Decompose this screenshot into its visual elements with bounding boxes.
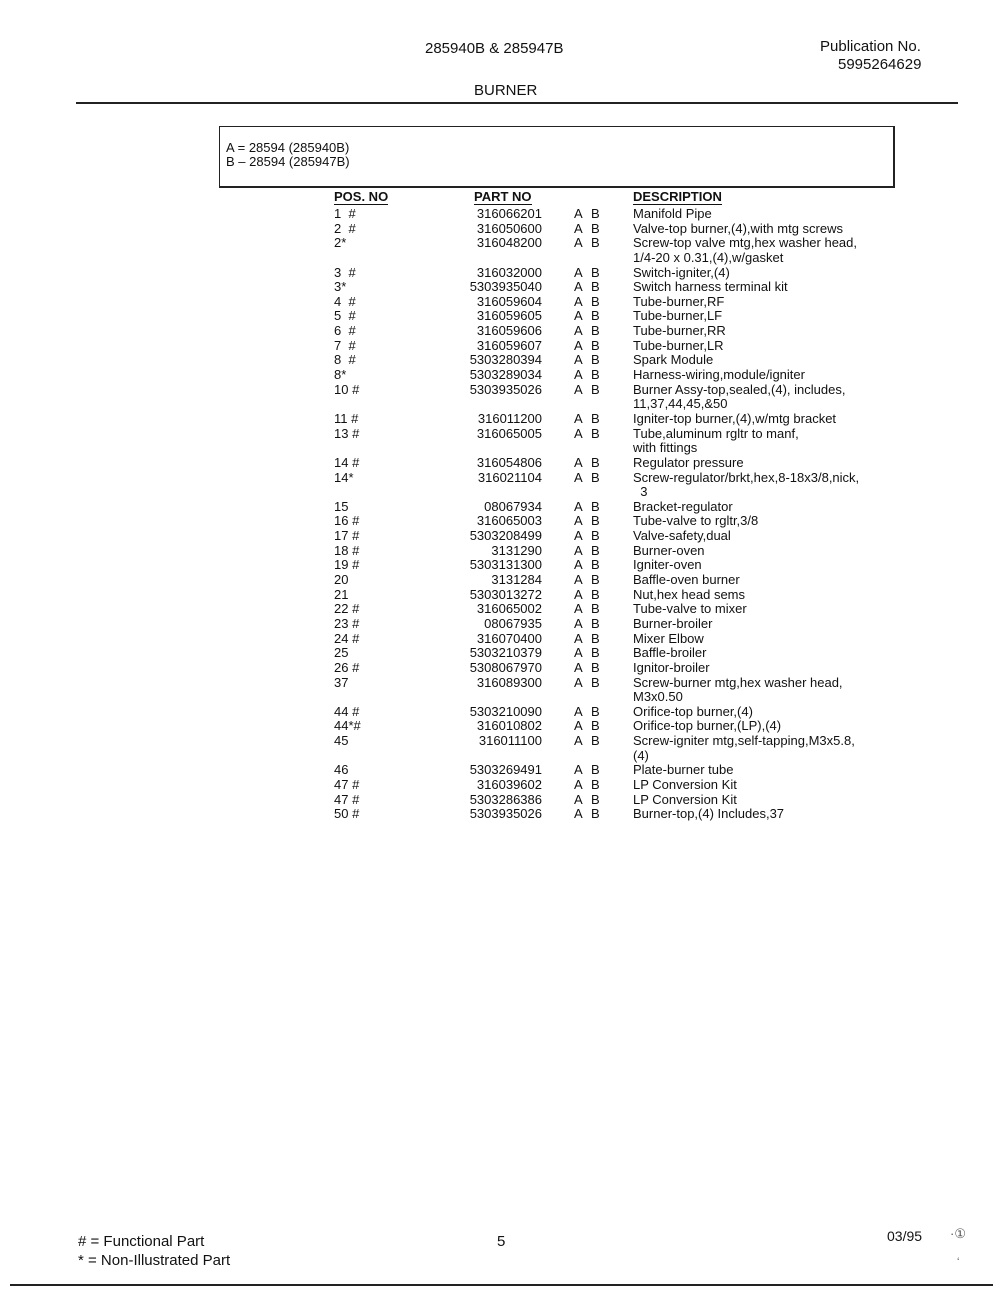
model-b-flag: B [591, 528, 600, 544]
parts-row [0, 266, 1000, 281]
parts-row [0, 471, 1000, 486]
model-a-flag: A [574, 528, 583, 544]
part-description: Bracket-regulator [633, 498, 733, 514]
part-number: 316065002 [476, 601, 542, 617]
parts-row [0, 544, 1000, 559]
model-b-flag: B [591, 776, 600, 792]
part-number: 316059604 [476, 293, 542, 309]
part-position: 26 # [334, 659, 360, 675]
part-description: Ignitor-broiler [633, 659, 710, 675]
part-description: Tube,aluminum rgltr to manf, [633, 425, 799, 441]
corner-mark: ·① [950, 1226, 966, 1241]
part-number: 316032000 [476, 264, 542, 280]
part-description: Baffle-broiler [633, 645, 707, 661]
page-number: 5 [497, 1233, 506, 1250]
part-number: 316048200 [476, 235, 542, 251]
part-position: 46 [334, 762, 349, 778]
model-b-flag: B [591, 469, 600, 485]
parts-row [0, 646, 1000, 661]
model-a-flag: A [574, 776, 583, 792]
model-a-flag: A [574, 279, 583, 295]
model-b-flag: B [591, 762, 600, 778]
part-number: 5303013272 [469, 586, 542, 602]
parts-row [0, 617, 1000, 632]
parts-row [0, 339, 1000, 354]
model-b-flag: B [591, 806, 600, 822]
model-a-flag: A [574, 703, 583, 719]
part-number: 5303208499 [469, 528, 542, 544]
model-a-flag: A [574, 367, 583, 383]
part-number: 5303210379 [469, 645, 542, 661]
model-b-flag: B [591, 235, 600, 251]
part-position: 24 # [334, 630, 360, 646]
parts-row [0, 705, 1000, 720]
part-position: 47 # [334, 776, 360, 792]
model-b-flag: B [591, 586, 600, 602]
part-description: Switch harness terminal kit [633, 279, 788, 295]
parts-row [0, 676, 1000, 691]
model-key-text: 28594 (285947B) [249, 154, 350, 169]
part-position: 18 # [334, 542, 360, 558]
model-a-flag: A [574, 513, 583, 529]
model-b-flag: B [591, 337, 600, 353]
part-description: Tube-valve to rgltr,3/8 [633, 513, 759, 529]
parts-row [0, 778, 1000, 793]
parts-row [0, 602, 1000, 617]
part-position: 7 # [334, 337, 356, 353]
part-position: 20 [334, 572, 349, 588]
model-a-flag: A [574, 352, 583, 368]
model-b-flag: B [591, 630, 600, 646]
parts-row [0, 485, 1000, 500]
model-a-flag: A [574, 293, 583, 309]
part-number: 5303286386 [469, 791, 542, 807]
column-header-part: PART NO [474, 189, 532, 204]
functional-part-legend: # = Functional Part [78, 1233, 205, 1250]
model-a-flag: A [574, 674, 583, 690]
parts-row [0, 763, 1000, 778]
model-key-a [226, 140, 349, 155]
model-a-flag: A [574, 264, 583, 280]
part-number: 5303269491 [469, 762, 542, 778]
parts-row [0, 558, 1000, 573]
model-a-flag: A [574, 630, 583, 646]
model-a-flag: A [574, 454, 583, 470]
model-key-letter: B [226, 154, 235, 169]
part-position: 8 # [334, 352, 356, 368]
model-numbers: 285940B & 285947B [425, 40, 564, 57]
part-number: 316010802 [476, 718, 542, 734]
section-title: BURNER [474, 82, 538, 99]
model-b-flag: B [591, 381, 600, 397]
model-b-flag: B [591, 454, 600, 470]
model-a-flag: A [574, 323, 583, 339]
part-description: Screw-igniter mtg,self-tapping,M3x5.8, [633, 733, 855, 749]
part-position: 45 [334, 733, 349, 749]
part-position: 13 # [334, 425, 360, 441]
part-position: 22 # [334, 601, 360, 617]
part-description: Tube-burner,RF [633, 293, 725, 309]
model-a-flag: A [574, 381, 583, 397]
part-description: Baffle-oven burner [633, 572, 740, 588]
parts-row [0, 632, 1000, 647]
parts-row [0, 236, 1000, 251]
model-a-flag: A [574, 410, 583, 426]
model-b-flag: B [591, 572, 600, 588]
part-description: Tube-valve to mixer [633, 601, 747, 617]
model-b-flag: B [591, 718, 600, 734]
part-number: 08067935 [484, 615, 542, 631]
part-number: 316070400 [476, 630, 542, 646]
part-position: 4 # [334, 293, 356, 309]
part-description: Igniter-top burner,(4),w/mtg bracket [633, 410, 837, 426]
part-number: 5303935040 [469, 279, 542, 295]
part-description: Orifice-top burner,(4) [633, 703, 753, 719]
model-b-flag: B [591, 410, 600, 426]
parts-row [0, 807, 1000, 822]
parts-row [0, 514, 1000, 529]
parts-row [0, 734, 1000, 749]
part-position: 3* [334, 279, 347, 295]
parts-row [0, 793, 1000, 808]
parts-row [0, 368, 1000, 383]
model-b-flag: B [591, 206, 600, 221]
part-description: Igniter-oven [633, 557, 702, 573]
part-description: Valve-safety,dual [633, 528, 731, 544]
part-description: Burner Assy-top,sealed,(4), includes, [633, 381, 846, 397]
part-description: Plate-burner tube [633, 762, 734, 778]
part-description: Screw-top valve mtg,hex washer head, [633, 235, 857, 251]
parts-row [0, 251, 1000, 266]
parts-row [0, 719, 1000, 734]
part-number: 3131284 [491, 572, 542, 588]
publication-label: Publication No. [820, 38, 921, 55]
model-b-flag: B [591, 513, 600, 529]
part-description: Tube-burner,LF [633, 308, 723, 324]
model-a-flag: A [574, 572, 583, 588]
part-position: 50 # [334, 806, 360, 822]
model-b-flag: B [591, 703, 600, 719]
column-header-pos: POS. NO [334, 189, 389, 204]
part-description: Tube-burner,LR [633, 337, 724, 353]
model-a-flag: A [574, 557, 583, 573]
part-number: 316065003 [476, 513, 542, 529]
parts-row [0, 441, 1000, 456]
part-position: 8* [334, 367, 347, 383]
part-description: with fittings [633, 440, 698, 456]
model-b-flag: B [591, 733, 600, 749]
publication-date: 03/95 [887, 1228, 923, 1244]
model-a-flag: A [574, 235, 583, 251]
model-a-flag: A [574, 206, 583, 221]
model-a-flag: A [574, 615, 583, 631]
model-b-flag: B [591, 352, 600, 368]
parts-row [0, 690, 1000, 705]
part-position: 10 # [334, 381, 360, 397]
model-b-flag: B [591, 498, 600, 514]
corner-tick: ‘ [957, 1256, 960, 1268]
model-b-flag: B [591, 264, 600, 280]
parts-row [0, 456, 1000, 471]
part-number: 316065005 [476, 425, 542, 441]
part-description: (4) [633, 747, 649, 763]
model-a-flag: A [574, 337, 583, 353]
part-position: 25 [334, 645, 349, 661]
model-b-flag: B [591, 279, 600, 295]
model-b-flag: B [591, 367, 600, 383]
part-number: 5308067970 [469, 659, 542, 675]
column-header-description: DESCRIPTION [633, 189, 722, 204]
model-b-flag: B [591, 659, 600, 675]
model-a-flag: A [574, 498, 583, 514]
model-b-flag: B [591, 308, 600, 324]
parts-row [0, 412, 1000, 427]
part-position: 47 # [334, 791, 360, 807]
part-position: 11 # [334, 410, 359, 426]
part-description: Burner-oven [633, 542, 705, 558]
part-description: LP Conversion Kit [633, 791, 737, 807]
part-description: 3 [633, 484, 648, 500]
parts-row [0, 309, 1000, 324]
part-description: Valve-top burner,(4),with mtg screws [633, 220, 843, 236]
model-a-flag: A [574, 791, 583, 807]
footer-divider [10, 1284, 993, 1286]
part-number: 316059606 [476, 323, 542, 339]
model-key-separator: = [237, 140, 246, 155]
part-description: Manifold Pipe [633, 206, 712, 221]
part-description: M3x0.50 [633, 689, 683, 705]
model-b-flag: B [591, 557, 600, 573]
part-position: 21 [334, 586, 349, 602]
part-description: Tube-burner,RR [633, 323, 726, 339]
part-number: 5303280394 [469, 352, 542, 368]
part-position: 14* [334, 469, 354, 485]
part-number: 5303935026 [469, 381, 542, 397]
parts-row [0, 588, 1000, 603]
model-key-separator: – [238, 154, 246, 169]
part-number: 316059605 [476, 308, 542, 324]
model-b-flag: B [591, 293, 600, 309]
part-position: 14 # [334, 454, 360, 470]
model-a-flag: A [574, 601, 583, 617]
model-b-flag: B [591, 645, 600, 661]
part-number: 316089300 [476, 674, 542, 690]
part-number: 5303210090 [469, 703, 542, 719]
part-position: 23 # [334, 615, 360, 631]
part-position: 37 [334, 674, 349, 690]
part-number: 316066201 [476, 206, 542, 221]
model-key-text: 28594 (285940B) [248, 140, 350, 155]
part-description: Burner-broiler [633, 615, 713, 631]
part-position: 2* [334, 235, 347, 251]
part-description: Screw-burner mtg,hex washer head, [633, 674, 843, 690]
publication-number: 5995264629 [838, 56, 922, 73]
part-description: Mixer Elbow [633, 630, 704, 646]
parts-row [0, 661, 1000, 676]
model-a-flag: A [574, 718, 583, 734]
part-position: 17 # [334, 528, 360, 544]
parts-row [0, 500, 1000, 515]
model-b-flag: B [591, 220, 600, 236]
part-number: 316039602 [476, 776, 542, 792]
model-a-flag: A [574, 425, 583, 441]
model-a-flag: A [574, 762, 583, 778]
part-description: Screw-regulator/brkt,hex,8-18x3/8,nick, [633, 469, 860, 485]
header-divider [76, 102, 958, 104]
parts-row [0, 280, 1000, 295]
non-illustrated-legend: * = Non-Illustrated Part [78, 1252, 231, 1269]
parts-row [0, 295, 1000, 310]
part-description: 1/4-20 x 0.31,(4),w/gasket [633, 249, 784, 265]
part-position: 44*# [334, 718, 361, 734]
part-position: 3 # [334, 264, 356, 280]
part-position: 1 # [334, 206, 356, 221]
part-description: LP Conversion Kit [633, 776, 737, 792]
parts-row [0, 573, 1000, 588]
parts-row [0, 222, 1000, 237]
part-position: 2 # [334, 220, 356, 236]
part-number: 316021104 [477, 469, 542, 485]
model-a-flag: A [574, 645, 583, 661]
parts-row [0, 207, 1000, 222]
part-number: 5303935026 [469, 806, 542, 822]
part-position: 19 # [334, 557, 360, 573]
parts-row [0, 353, 1000, 368]
model-a-flag: A [574, 659, 583, 675]
part-description: Regulator pressure [633, 454, 744, 470]
part-description: 11,37,44,45,&50 [633, 396, 728, 412]
parts-row [0, 397, 1000, 412]
part-description: Harness-wiring,module/igniter [633, 367, 805, 383]
parts-row [0, 749, 1000, 764]
part-number: 316059607 [476, 337, 542, 353]
model-b-flag: B [591, 791, 600, 807]
model-a-flag: A [574, 308, 583, 324]
model-b-flag: B [591, 615, 600, 631]
part-number: 5303289034 [469, 367, 542, 383]
part-number: 5303131300 [469, 557, 542, 573]
model-a-flag: A [574, 220, 583, 236]
parts-row [0, 427, 1000, 442]
part-number: 08067934 [484, 498, 542, 514]
part-position: 16 # [334, 513, 360, 529]
part-number: 3131290 [491, 542, 542, 558]
part-position: 5 # [334, 308, 356, 324]
parts-list [0, 207, 1000, 822]
parts-row [0, 324, 1000, 339]
model-b-flag: B [591, 323, 600, 339]
model-b-flag: B [591, 542, 600, 558]
part-description: Spark Module [633, 352, 714, 368]
part-description: Burner-top,(4) Includes,37 [633, 806, 785, 822]
model-key-letter: A [226, 140, 234, 155]
parts-row [0, 383, 1000, 398]
part-position: 6 # [334, 323, 356, 339]
model-a-flag: A [574, 469, 583, 485]
part-number: 316050600 [476, 220, 542, 236]
part-description: Switch-igniter,(4) [633, 264, 730, 280]
part-position: 44 # [334, 703, 360, 719]
part-description: Nut,hex head sems [633, 586, 746, 602]
model-a-flag: A [574, 806, 583, 822]
part-position: 15 [334, 498, 349, 514]
model-b-flag: B [591, 601, 600, 617]
model-a-flag: A [574, 733, 583, 749]
model-b-flag: B [591, 674, 600, 690]
part-number: 316054806 [476, 454, 542, 470]
model-b-flag: B [591, 425, 600, 441]
model-key-b [226, 154, 350, 169]
model-a-flag: A [574, 542, 583, 558]
parts-row [0, 529, 1000, 544]
part-number: 316011100 [478, 733, 542, 749]
part-number: 316011200 [477, 410, 542, 426]
part-description: Orifice-top burner,(LP),(4) [633, 718, 782, 734]
model-a-flag: A [574, 586, 583, 602]
